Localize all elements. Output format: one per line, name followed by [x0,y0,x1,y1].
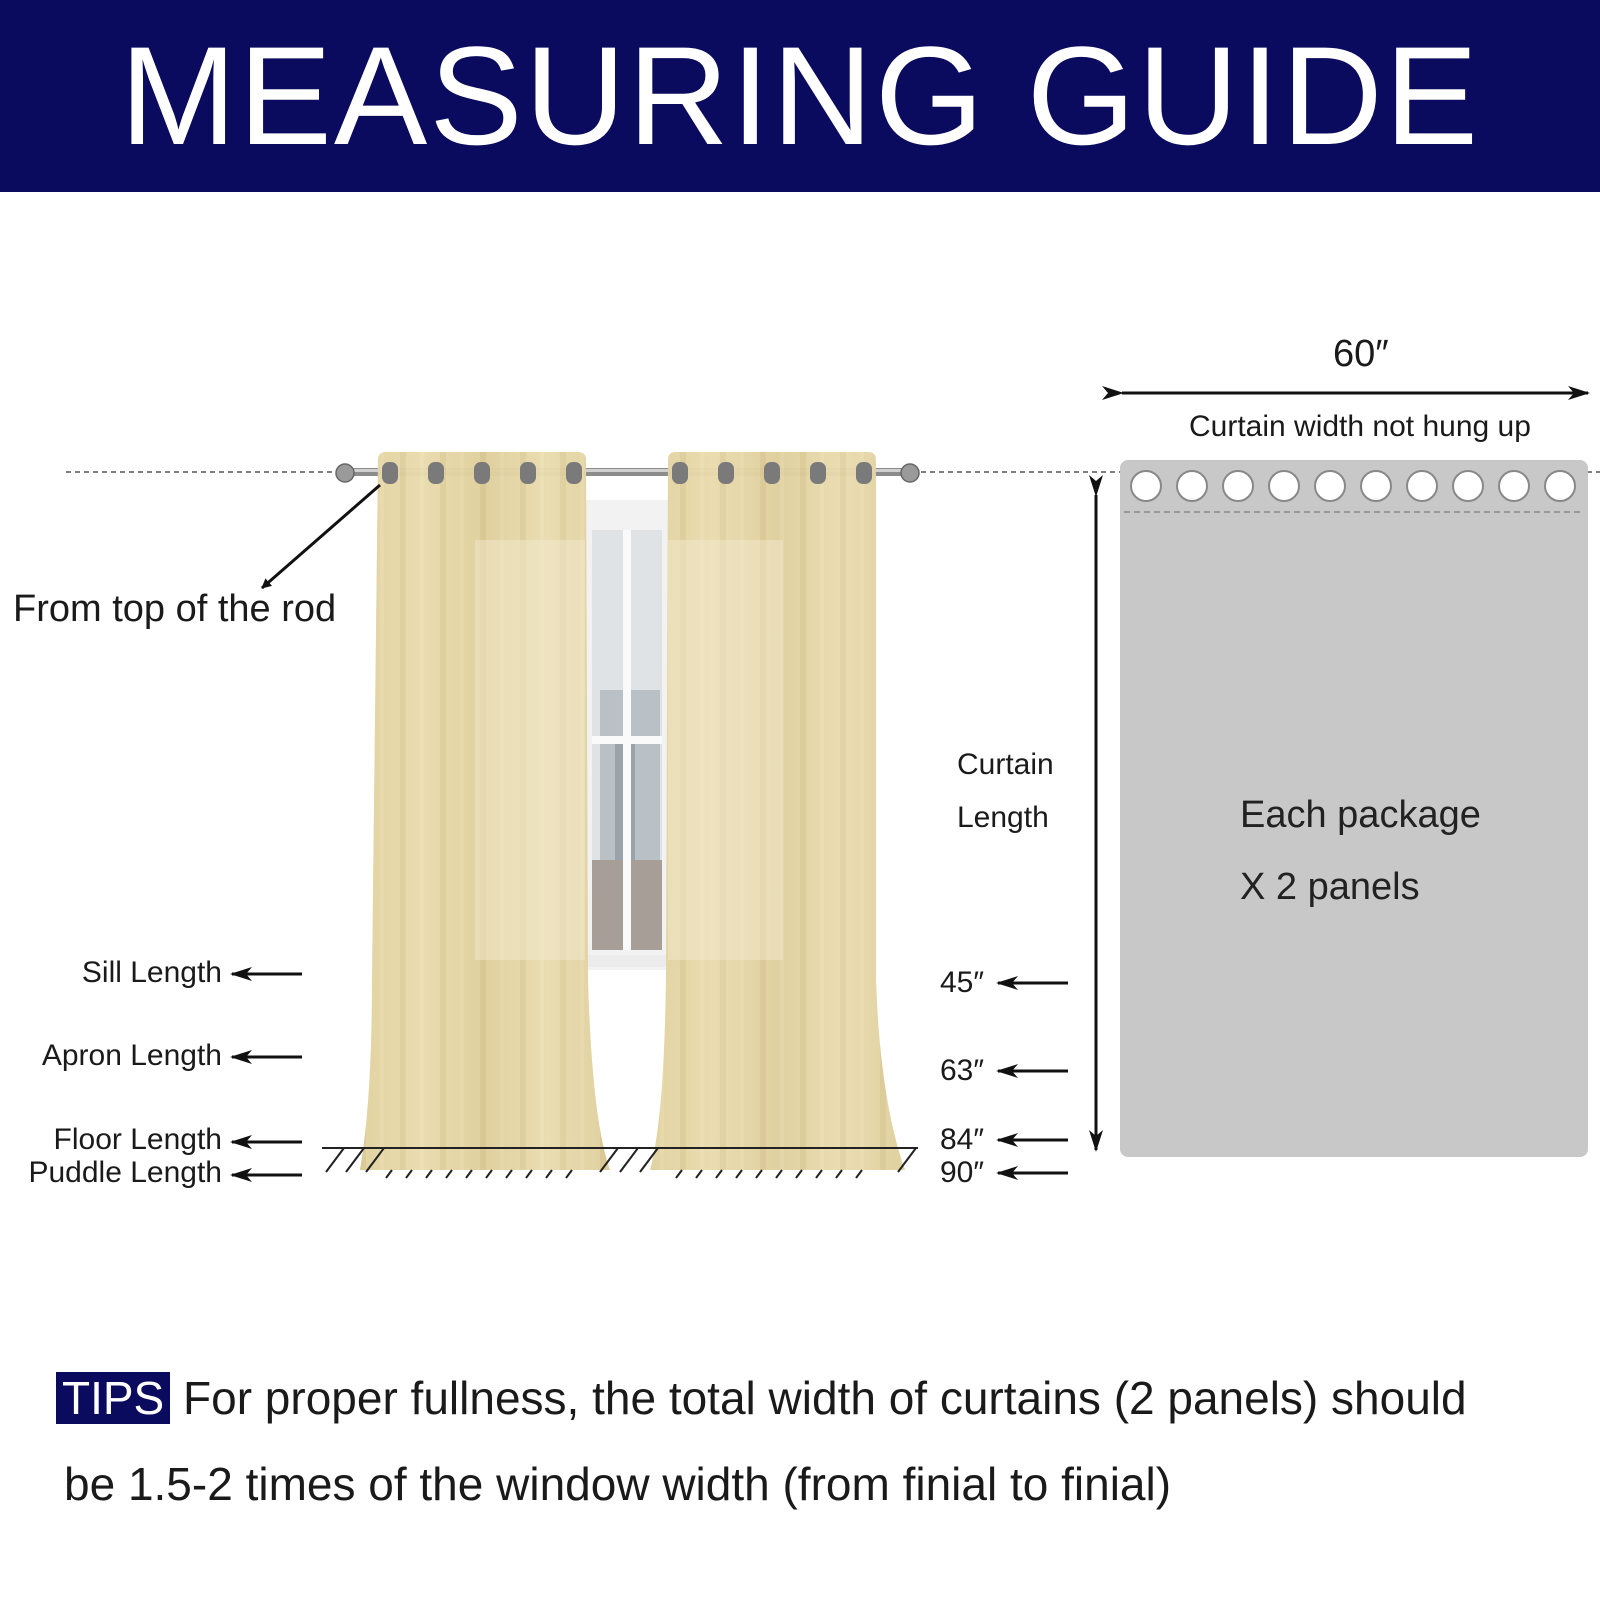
tips-badge: TIPS [56,1372,170,1424]
sill-length-label: Sill Length [81,956,222,989]
apron-length-label: Apron Length [41,1039,222,1072]
left-curtain-panel [360,452,610,1170]
puddle-length-value: 90″ [940,1156,984,1189]
puddle-length-label: Puddle Length [28,1156,222,1189]
floor-length-label: Floor Length [53,1123,222,1156]
package-text-line2: X 2 panels [1240,866,1420,908]
curtain-length-label-line1: Curtain [957,748,1054,781]
rod-label: From top of the rod [13,588,337,630]
tips-line2: be 1.5-2 times of the window width (from finial to finial) [64,1458,1172,1510]
apron-length-value: 63″ [940,1054,984,1087]
floor-length-value: 84″ [940,1123,984,1156]
tips-text [56,1355,1566,1527]
right-length-arrows [998,983,1068,1173]
window-illustration [575,500,680,970]
sill-length-value: 45″ [940,966,984,999]
panel-width-value: 60″ [1333,333,1389,375]
panel-width-caption: Curtain width not hung up [1189,410,1531,443]
page-title: MEASURING GUIDE [119,17,1481,174]
package-text-line1: Each package [1240,794,1481,836]
curtain-length-label-line2: Length [957,801,1049,834]
left-length-arrows [232,974,302,1175]
right-curtain-panel [650,452,905,1170]
tips-line1: For proper fullness, the total width of curtains (2 panels) should [170,1372,1467,1424]
rod-pointer-arrow [262,485,380,588]
